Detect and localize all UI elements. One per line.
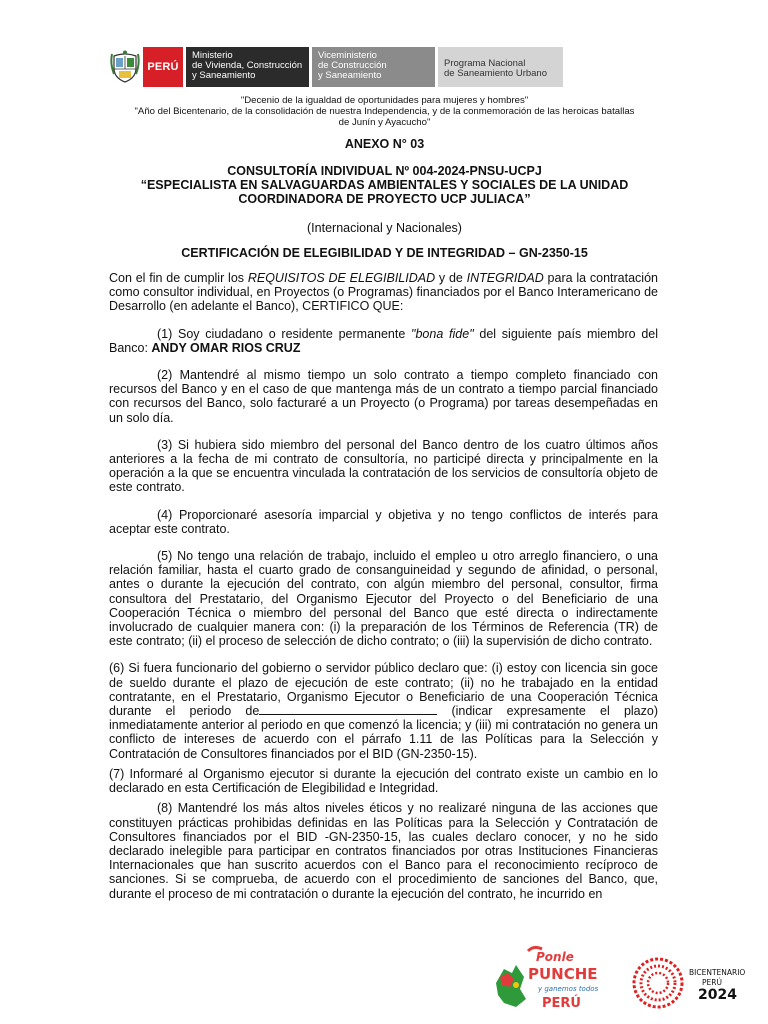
program-line: Programa Nacional bbox=[444, 58, 526, 69]
peru-badge: PERÚ bbox=[143, 47, 183, 87]
ministry-line: de Vivienda, Construcción bbox=[192, 60, 303, 71]
decade-motto: "Decenio de la igualdad de oportunidades para mujeres y hombres" bbox=[240, 95, 529, 106]
clause-6: (6) Si fuera funcionario del gobierno o servidor público declaro que: (i) estoy con licencia sin goce de sueldo durante el plazo de ejecución de este contrato; (ii) no he trabajado en la entidad contratante, en el Prestatario, Organismo Ejecutor o Beneficiario de una Cooperación Técnica durante el periodo de (indicar expresamente el plazo) inmediatamente anterior al periodo en que comenzó la licencia; y (iii) mi contratación no genera un conflicto de intereses de acuerdo con el párrafo 1.11 de las Políticas para la Selección y Contratación de Consultores financiados por el BID (GN-2350-15). bbox=[109, 661, 658, 761]
eligibility-term: REQUISITOS DE ELEGIBILIDAD bbox=[247, 271, 436, 285]
ganemos-text: y ganemos todos bbox=[538, 985, 599, 993]
program-block bbox=[438, 47, 563, 87]
clause-2: (2) Mantendré al mismo tiempo un solo contrato a tiempo completo financiado con recursos del Banco y en el caso de que mantenga más de un contrato a tiempo parcial financiado con recursos del Banco, solo facturaré a un Proyecto (o Programa) por tareas desempeñadas en un solo día. bbox=[109, 368, 658, 425]
peru-coat-of-arms-icon bbox=[107, 47, 143, 87]
scope-note: (Internacional y Nacionales) bbox=[307, 221, 462, 235]
bicentenario-logo bbox=[630, 953, 768, 1013]
ponle-text: Ponle bbox=[536, 950, 574, 964]
year-motto: "Año del Bicentenario, de la consolidación de nuestra Independencia, y de la conmemoración de las heroicas batallas bbox=[134, 106, 635, 117]
period-blank-field[interactable] bbox=[259, 704, 437, 715]
punche-text: PUNCHE bbox=[528, 965, 598, 983]
consultancy-name-continuation: COORDINADORA DE PROYECTO UCP JULIACA” bbox=[238, 192, 531, 206]
official-year-mottos bbox=[108, 95, 661, 128]
consultancy-name: “ESPECIALISTA EN SALVAGUARDAS AMBIENTALES Y SOCIALES DE LA UNIDAD bbox=[140, 178, 629, 192]
ministry-block bbox=[186, 47, 309, 87]
clause-8: (8) Mantendré los más altos niveles éticos y no realizaré ninguna de las acciones que constituyen prácticas prohibidas definidas en las Políticas para la Selección y Contratación de Consultores financiados por el BID -GN-2350-15, las cuales declaro conocer, y no he sido declarado inelegible para participar en contratos financiados por otras Instituciones Financieras Internacionales que han suscrito acuerdos con el Banco para el reconocimiento recíproco de sanciones. Si se comprueba, de acuerdo con el procedimiento de sanciones del Banco, que, durante el proceso de mi contratación o durante la ejecución del contrato, he incurrido en bbox=[109, 801, 658, 901]
certificate-title: CERTIFICACIÓN DE ELEGIBILIDAD Y DE INTEGRIDAD – GN-2350-15 bbox=[181, 246, 588, 260]
bicentenario-year: 2024 bbox=[698, 987, 737, 1003]
bicentenario-burst-icon bbox=[634, 959, 682, 1007]
clause-1: (1) Soy ciudadano o residente permanente "bona fide" del siguiente país miembro del Banco: ANDY OMAR RIOS CRUZ bbox=[109, 326, 658, 355]
clause-4: (4) Proporcionaré asesoría imparcial y objetiva y no tengo conflictos de interés para aceptar este contrato. bbox=[109, 507, 658, 536]
peru-footer-text: PERÚ bbox=[542, 996, 581, 1011]
ponle-punche-logo bbox=[490, 943, 602, 1015]
vice-ministry-line: Viceministerio bbox=[318, 50, 377, 61]
vice-ministry-block bbox=[312, 47, 435, 87]
consultancy-code: CONSULTORÍA INDIVIDUAL Nº 004-2024-PNSU-UCPJ bbox=[227, 164, 542, 178]
clause-3: (3) Si hubiera sido miembro del personal del Banco dentro de los cuatro últimos años anteriores a la fecha de mi contrato de consultoría, no participé directa y principalmente en la operación a la que se encuentra vinculada la contratación de los servicios de consultoría objeto de este contrato. bbox=[109, 437, 658, 495]
integrity-term: INTEGRIDAD bbox=[466, 271, 544, 285]
bicentenario-country: PERÚ bbox=[702, 978, 722, 987]
government-banner bbox=[107, 47, 563, 87]
ministry-line: y Saneamiento bbox=[192, 70, 256, 81]
annex-title: ANEXO N° 03 bbox=[344, 137, 425, 151]
year-motto-continuation: de Junín y Ayacucho" bbox=[338, 117, 431, 128]
certificate-body bbox=[109, 271, 658, 914]
declarant-name: ANDY OMAR RIOS CRUZ bbox=[151, 340, 301, 355]
consultancy-title bbox=[108, 164, 661, 206]
clause-7: (7) Informaré al Organismo ejecutor si durante la ejecución del contrato existe un cambio en lo declarado en esta Certificación de Elegibilidad e Integridad. bbox=[109, 766, 658, 796]
vice-ministry-line: y Saneamiento bbox=[318, 70, 382, 81]
intro-paragraph: Con el fin de cumplir los REQUISITOS DE ELEGIBILIDAD y de INTEGRIDAD para la contratación como consultor individual, en Proyectos (o Programas) financiados por el Banco Interamericano de Desarrollo (en adelante el Banco), CERTIFICO QUE: bbox=[109, 271, 658, 314]
bicentenario-label: BICENTENARIO bbox=[689, 968, 746, 977]
program-line: de Saneamiento Urbano bbox=[444, 68, 547, 79]
clause-5: (5) No tengo una relación de trabajo, incluido el empleo u otro arreglo financiero, o una relación familiar, hasta el cuarto grado de consanguineidad y segundo de afinidad, o personal, antes o durante la ejecución del contrato, con algún miembro del personal, consultor, firma consultora del Prestatario, del Organismo Ejecutor del Proyecto o del Beneficiario de una Cooperación Técnica o miembro del personal del Banco que esté directa o indirectamente involucrado de cualquier manera con: (i) la preparación de los Términos de Referencia (TR) de este contrato; (ii) el proceso de selección de dicho contrato; o (iii) la supervisión de dicho contrato. bbox=[109, 549, 658, 649]
bona-fide-term: "bona fide" bbox=[411, 326, 474, 341]
ministry-line: Ministerio bbox=[192, 50, 233, 61]
vice-ministry-line: de Construcción bbox=[318, 60, 387, 71]
